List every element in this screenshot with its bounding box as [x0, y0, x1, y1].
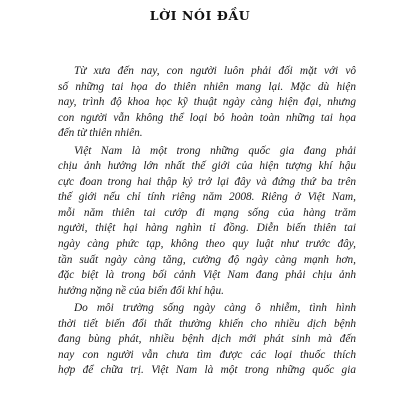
paragraph-3 [58, 301, 356, 379]
paragraph-1 [58, 64, 356, 142]
text-line: số những tai họa do thiên nhiên mang lại. Mặc dù hiện [58, 80, 356, 93]
text-line: chịu ảnh hưởng lớn nhất thế giới của hiện tượng khí hậu [58, 160, 356, 173]
text-line: đặc biệt là trong bối cảnh Việt Nam đang phải chịu ảnh [58, 269, 356, 282]
text-line: Việt Nam là một trong những quốc gia đang phải [74, 144, 356, 157]
text-line: hợp để chữa trị. Việt Nam là một trong những quốc gia [58, 364, 356, 377]
text-line: cực đoan trong hai thập kỷ trở lại đây và đứng thứ ba trên [58, 175, 356, 188]
text-line: ngày càng phức tạp, không theo quy luật như trước đây, [58, 238, 356, 251]
page-title: LỜI NÓI ĐẦU [149, 8, 251, 23]
text-line: con người vẫn không thể loại bỏ hoàn toàn những tai họa [58, 111, 356, 124]
preface-body [58, 64, 356, 379]
text-line: nay, trình độ khoa học kỹ thuật ngày càng hiện đại, nhưng [58, 96, 356, 109]
text-line: tần suất ngày càng tăng, cường độ ngày càng mạnh hơn, [58, 253, 356, 266]
text-line: Từ xưa đến nay, con người luôn phải đối mặt với vô [74, 65, 356, 77]
text-line: hưởng nặng nề của biến đổi khí hậu. [58, 284, 224, 297]
text-line: đang bùng phát, nhiều bệnh dịch mới phát sinh mà đến [58, 333, 356, 346]
text-line: nay con người vẫn chưa tìm được các loại thuốc thích [58, 348, 356, 361]
text-line: thời tiết biến đổi thất thường khiến cho nhiều dịch bệnh [58, 317, 356, 330]
text-line: Do môi trường sống ngày càng ô nhiễm, tình hình [74, 302, 356, 315]
text-line: mỗi năm thiên tai cướp đi mạng sống của hàng trăm [58, 206, 356, 219]
text-line: đến từ thiên nhiên. [58, 127, 143, 140]
paragraph-2 [58, 144, 356, 299]
text-line: thế giới nếu chỉ tính riêng năm 2008. Riêng ở Việt Nam, [58, 191, 356, 204]
text-line: người, thiệt hại hàng nghìn tỉ đồng. Diễn biến thiên tai [58, 222, 356, 235]
